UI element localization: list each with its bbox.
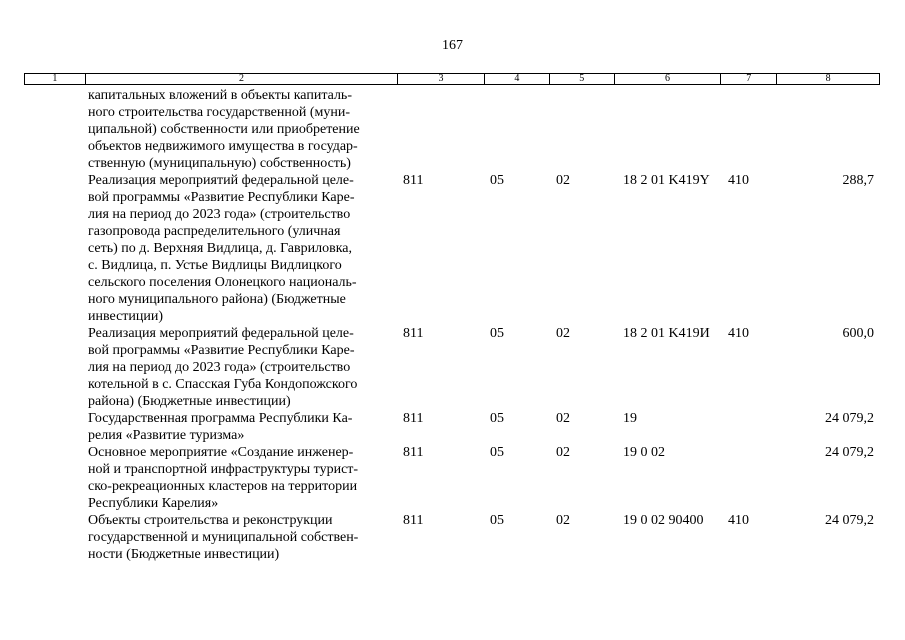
description-line: сельского поселения Олонецкого националь-	[88, 275, 357, 290]
cell-section	[485, 87, 550, 172]
cell-section: 05	[490, 411, 504, 426]
description-line: ско-рекреационных кластеров на территории	[88, 479, 358, 494]
cell-section: 05	[490, 513, 504, 528]
column-header-6: 6	[615, 74, 722, 84]
cell-target-item: 19	[623, 411, 637, 426]
page-number: 167	[442, 38, 463, 53]
description-line: Реализация мероприятий федеральной целе-	[88, 326, 354, 341]
table-header	[24, 73, 880, 85]
cell-code-admin: 811	[403, 326, 424, 341]
cell-target-item: 18 2 01 K419Y	[623, 173, 710, 188]
column-header-4: 4	[485, 74, 550, 84]
cell-expense-type	[722, 410, 778, 444]
description-line: релия «Развитие туризма»	[88, 428, 245, 443]
cell-description	[85, 444, 398, 512]
cell-section: 05	[490, 173, 504, 188]
table-row	[24, 512, 880, 563]
cell-code-admin: 811	[403, 445, 424, 460]
cell-subsection: 02	[556, 411, 570, 426]
column-header-8: 8	[825, 73, 831, 84]
description-line: района) (Бюджетные инвестиции)	[88, 394, 291, 409]
cell-col-1	[24, 444, 85, 512]
cell-code-admin	[398, 87, 485, 172]
cell-expense-type: 410	[728, 513, 749, 528]
cell-expense-type	[722, 87, 778, 172]
cell-code-admin: 811	[403, 411, 424, 426]
table-row	[24, 410, 880, 444]
table-row	[24, 444, 880, 512]
column-header-2: 2	[86, 74, 398, 84]
description-line: инвестиции)	[88, 309, 164, 324]
cell-target-item: 19 0 02 90400	[623, 513, 704, 528]
cell-col-1	[24, 325, 85, 410]
description-line: лия на период до 2023 года» (строительство	[88, 207, 351, 222]
cell-description	[85, 325, 398, 410]
cell-expense-type	[722, 444, 778, 512]
description-line: ной и транспортной инфраструктуры турист-	[88, 462, 359, 477]
description-line: с. Видлица, п. Устье Видлицы Видлицкого	[88, 258, 342, 273]
cell-target-item: 19 0 02	[623, 445, 665, 460]
cell-subsection	[550, 87, 615, 172]
description-line: вой программы «Развитие Республики Каре-	[88, 190, 355, 205]
cell-description	[85, 172, 398, 325]
description-line: котельной в с. Спасская Губа Кондопожского	[88, 377, 358, 392]
description-line: ципальной) собственности или приобретение	[88, 122, 360, 137]
description-line: газопровода распределительного (уличная	[88, 224, 341, 239]
cell-amount: 600,0	[842, 326, 874, 341]
description-line: Объекты строительства и реконструкции	[88, 513, 333, 528]
description-line: ного муниципального района) (Бюджетные	[88, 292, 346, 307]
description-line: Реализация мероприятий федеральной целе-	[88, 173, 354, 188]
column-header-3: 3	[398, 74, 485, 84]
description-line: лия на период до 2023 года» (строительство	[88, 360, 351, 375]
cell-amount: 24 079,2	[825, 513, 874, 528]
cell-description	[85, 87, 398, 172]
cell-target-item	[615, 87, 722, 172]
cell-section: 05	[490, 445, 504, 460]
description-line: ственную (муниципальную) собственность)	[88, 156, 351, 171]
cell-code-admin: 811	[403, 513, 424, 528]
column-header-7: 7	[721, 74, 777, 84]
cell-amount	[778, 87, 880, 172]
cell-target-item: 18 2 01 K419И	[623, 326, 710, 341]
column-header-5: 5	[550, 74, 615, 84]
cell-amount: 24 079,2	[825, 411, 874, 426]
table-row	[24, 325, 880, 410]
cell-subsection: 02	[556, 445, 570, 460]
description-line: вой программы «Развитие Республики Каре-	[88, 343, 355, 358]
description-line: ности (Бюджетные инвестиции)	[88, 547, 280, 562]
cell-subsection: 02	[556, 513, 570, 528]
cell-amount: 288,7	[842, 173, 874, 188]
table-body	[24, 87, 880, 563]
cell-description	[85, 512, 398, 563]
description-line: объектов недвижимого имущества в государ-	[88, 139, 358, 154]
cell-col-1	[24, 512, 85, 563]
cell-code-admin: 811	[403, 173, 424, 188]
description-line: Основное мероприятие «Создание инженер-	[88, 445, 354, 460]
description-line: ного строительства государственной (муни-	[88, 105, 351, 120]
column-header-1: 1	[25, 74, 86, 84]
cell-expense-type: 410	[728, 326, 749, 341]
cell-col-1	[24, 172, 85, 325]
cell-subsection: 02	[556, 173, 570, 188]
table-row	[24, 87, 880, 172]
cell-section: 05	[490, 326, 504, 341]
cell-expense-type: 410	[728, 173, 749, 188]
table-row	[24, 172, 880, 325]
description-line: сеть) по д. Верхняя Видлица, д. Гавриловка,	[88, 241, 353, 256]
cell-col-1	[24, 410, 85, 444]
description-line: Государственная программа Республики Ка-	[88, 411, 353, 426]
cell-col-1	[24, 87, 85, 172]
cell-amount: 24 079,2	[825, 445, 874, 460]
description-line: государственной и муниципальной собствен-	[88, 530, 359, 545]
description-line: Республики Карелия»	[88, 496, 219, 511]
cell-description	[85, 410, 398, 444]
description-line: капитальных вложений в объекты капиталь-	[88, 88, 352, 103]
cell-subsection: 02	[556, 326, 570, 341]
